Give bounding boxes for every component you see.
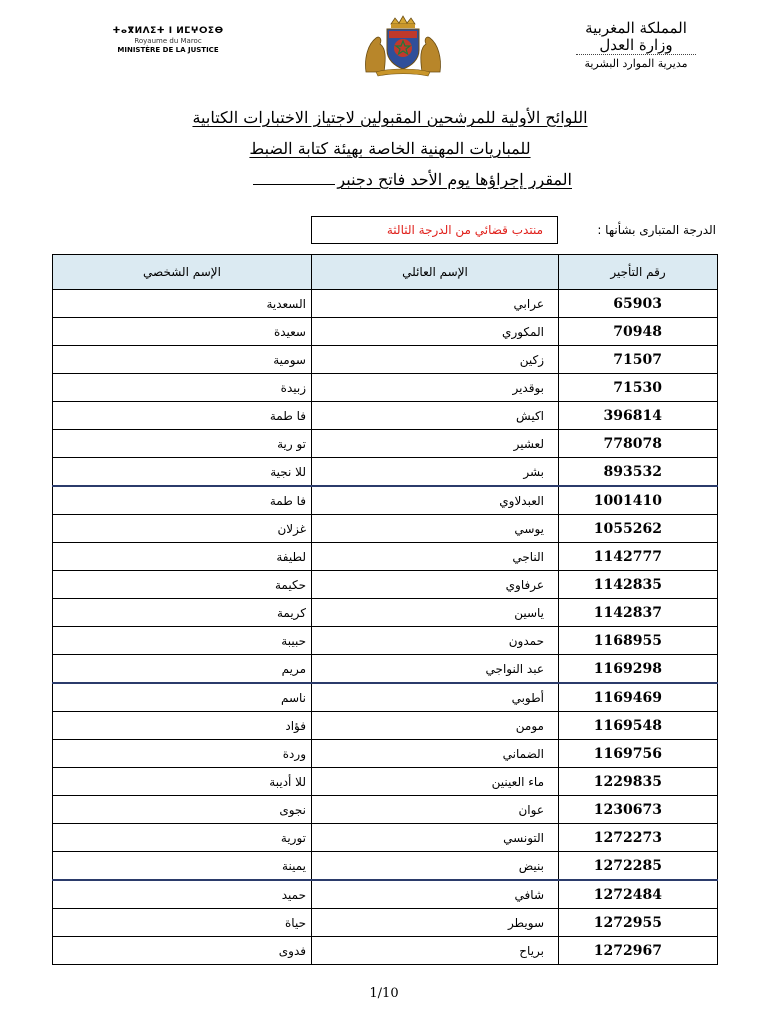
table-header-row [53, 255, 718, 290]
header-first-name: الإسم الشخصي [53, 255, 312, 290]
table-row [53, 712, 718, 740]
title-blank-underline [253, 184, 335, 185]
first-name-cell: غزلان [53, 515, 312, 543]
registration-cell: 1168955 [559, 627, 718, 655]
family-name-cell: شافي [312, 880, 559, 909]
header-tifinagh: ⵜⴰⴳⵍⴷⵉⵜ ⵏ ⵍⵎⵖⵔⵉⴱ [112, 26, 224, 36]
registration-cell: 778078 [559, 430, 718, 458]
table-row [53, 655, 718, 684]
registration-cell: 1169298 [559, 655, 718, 684]
first-name-cell: السعدية [53, 290, 312, 318]
table-row [53, 740, 718, 768]
table-row [53, 768, 718, 796]
header-kingdom-ar: المملكة المغربية [585, 19, 687, 37]
first-name-cell: سومية [53, 346, 312, 374]
first-name-cell: تو رية [53, 430, 312, 458]
title-line-1: اللوائح الأولية للمرشحين المقبولين لاجتياز الاختبارات الكتابية [192, 108, 588, 127]
family-name-cell: التونسي [312, 824, 559, 852]
family-name-cell: سويطر [312, 909, 559, 937]
registration-cell: 1229835 [559, 768, 718, 796]
table-row [53, 374, 718, 402]
first-name-cell: زبيدة [53, 374, 312, 402]
registration-cell: 1169469 [559, 683, 718, 712]
family-name-cell: ماء العينين [312, 768, 559, 796]
table-row [53, 430, 718, 458]
first-name-cell: كريمة [53, 599, 312, 627]
table-row [53, 318, 718, 346]
family-name-cell: بوقدير [312, 374, 559, 402]
first-name-cell: يمينة [53, 852, 312, 881]
first-name-cell: لطيفة [53, 543, 312, 571]
table-body [53, 290, 718, 965]
first-name-cell: حكيمة [53, 571, 312, 599]
ministry-header-right [576, 20, 696, 70]
family-name-cell: زكين [312, 346, 559, 374]
header-ministry-fr: MINISTÈRE DE LA JUSTICE [117, 46, 219, 54]
registration-cell: 1272967 [559, 937, 718, 965]
registration-cell: 1272273 [559, 824, 718, 852]
first-name-cell: تورية [53, 824, 312, 852]
ministry-logo-left [108, 26, 228, 55]
family-name-cell: بنيض [312, 852, 559, 881]
registration-cell: 71507 [559, 346, 718, 374]
first-name-cell: حميد [53, 880, 312, 909]
table-row [53, 909, 718, 937]
family-name-cell: عرفاوي [312, 571, 559, 599]
document-title [190, 102, 590, 195]
title-line-3-text: المقرر إجراؤها يوم الأحد فاتح دجنبر [337, 170, 572, 189]
registration-cell: 1142777 [559, 543, 718, 571]
first-name-cell: ناسم [53, 683, 312, 712]
table-row [53, 486, 718, 515]
candidates-table [52, 254, 718, 965]
family-name-cell: عوان [312, 796, 559, 824]
family-name-cell: يوسي [312, 515, 559, 543]
family-name-cell: عبد النواجي [312, 655, 559, 684]
table-row [53, 515, 718, 543]
header-kingdom-fr: Royaume du Maroc [134, 37, 202, 45]
family-name-cell: ياسين [312, 599, 559, 627]
coat-of-arms-icon [362, 14, 444, 78]
family-name-cell: المكوري [312, 318, 559, 346]
table-row [53, 599, 718, 627]
family-name-cell: برياح [312, 937, 559, 965]
header-registration-number: رقم التأجير [559, 255, 718, 290]
table-row [53, 937, 718, 965]
title-line-2: للمباريات المهنية الخاصة بهيئة كتابة الضبط [249, 139, 531, 158]
family-name-cell: اكيش [312, 402, 559, 430]
registration-cell: 1142837 [559, 599, 718, 627]
first-name-cell: فدوى [53, 937, 312, 965]
family-name-cell: حمدون [312, 627, 559, 655]
registration-cell: 1272955 [559, 909, 718, 937]
first-name-cell: نجوى [53, 796, 312, 824]
family-name-cell: العبدلاوي [312, 486, 559, 515]
family-name-cell: عرابي [312, 290, 559, 318]
registration-cell: 1169548 [559, 712, 718, 740]
family-name-cell: لعشير [312, 430, 559, 458]
registration-cell: 1055262 [559, 515, 718, 543]
grade-label: الدرجة المتبارى بشأنها : [597, 223, 716, 237]
header-directorate-ar: مديرية الموارد البشرية [576, 54, 696, 70]
family-name-cell: الضماني [312, 740, 559, 768]
family-name-cell: مومن [312, 712, 559, 740]
title-line-3 [190, 164, 590, 195]
first-name-cell: فا طمة [53, 402, 312, 430]
first-name-cell: وردة [53, 740, 312, 768]
registration-cell: 71530 [559, 374, 718, 402]
page-number: 1/10 [369, 986, 399, 1001]
first-name-cell: للا أديبة [53, 768, 312, 796]
table-row [53, 880, 718, 909]
family-name-cell: أطوبي [312, 683, 559, 712]
table-row [53, 290, 718, 318]
registration-cell: 396814 [559, 402, 718, 430]
table-row [53, 458, 718, 487]
table-row [53, 852, 718, 881]
first-name-cell: حياة [53, 909, 312, 937]
registration-cell: 893532 [559, 458, 718, 487]
family-name-cell: الناجي [312, 543, 559, 571]
header-ministry-ar: وزارة العدل [599, 36, 673, 54]
first-name-cell: فؤاد [53, 712, 312, 740]
table-row [53, 346, 718, 374]
first-name-cell: للا نجية [53, 458, 312, 487]
table-row [53, 571, 718, 599]
table-row [53, 824, 718, 852]
first-name-cell: سعيدة [53, 318, 312, 346]
header-family-name: الإسم العائلي [312, 255, 559, 290]
registration-cell: 1272285 [559, 852, 718, 881]
registration-cell: 1142835 [559, 571, 718, 599]
table-row [53, 543, 718, 571]
registration-cell: 65903 [559, 290, 718, 318]
registration-cell: 70948 [559, 318, 718, 346]
table-row [53, 402, 718, 430]
family-name-cell: بشر [312, 458, 559, 487]
table-row [53, 796, 718, 824]
first-name-cell: فا طمة [53, 486, 312, 515]
registration-cell: 1230673 [559, 796, 718, 824]
table-row [53, 627, 718, 655]
registration-cell: 1272484 [559, 880, 718, 909]
registration-cell: 1169756 [559, 740, 718, 768]
registration-cell: 1001410 [559, 486, 718, 515]
table-row [53, 683, 718, 712]
first-name-cell: مريم [53, 655, 312, 684]
grade-value-box: منتدب قضائي من الدرجة الثالثة [311, 216, 558, 244]
first-name-cell: حبيبة [53, 627, 312, 655]
